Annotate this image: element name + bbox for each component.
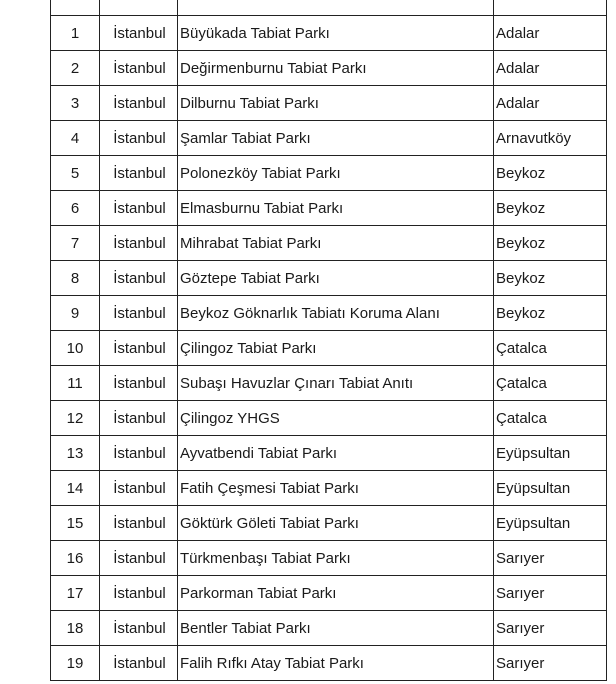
district-cell: Sarıyer <box>494 541 607 576</box>
row-number: 5 <box>51 156 100 191</box>
city-cell: İstanbul <box>100 366 178 401</box>
park-name-cell: Bentler Tabiat Parkı <box>178 611 494 646</box>
nature-parks-table <box>50 0 607 681</box>
header-cell <box>51 0 100 16</box>
row-number: 2 <box>51 51 100 86</box>
table-row <box>51 436 607 471</box>
park-name-cell: Büyükada Tabiat Parkı <box>178 16 494 51</box>
table-row <box>51 226 607 261</box>
city-cell: İstanbul <box>100 401 178 436</box>
row-number: 7 <box>51 226 100 261</box>
park-name-cell: Dilburnu Tabiat Parkı <box>178 86 494 121</box>
city-cell: İstanbul <box>100 646 178 681</box>
table-row <box>51 646 607 681</box>
row-number: 12 <box>51 401 100 436</box>
table-row <box>51 261 607 296</box>
park-name-cell: Parkorman Tabiat Parkı <box>178 576 494 611</box>
city-cell: İstanbul <box>100 156 178 191</box>
district-cell: Çatalca <box>494 331 607 366</box>
row-number: 14 <box>51 471 100 506</box>
district-cell: Beykoz <box>494 261 607 296</box>
city-cell: İstanbul <box>100 51 178 86</box>
park-name-cell: Polonezköy Tabiat Parkı <box>178 156 494 191</box>
table-row <box>51 576 607 611</box>
table-row <box>51 156 607 191</box>
park-name-cell: Çilingoz YHGS <box>178 401 494 436</box>
table-row <box>51 366 607 401</box>
table-header-row-partial <box>51 0 607 16</box>
city-cell: İstanbul <box>100 576 178 611</box>
header-cell <box>178 0 494 16</box>
park-name-cell: Göktürk Göleti Tabiat Parkı <box>178 506 494 541</box>
row-number: 17 <box>51 576 100 611</box>
district-cell: Eyüpsultan <box>494 471 607 506</box>
table-row <box>51 331 607 366</box>
district-cell: Çatalca <box>494 366 607 401</box>
district-cell: Beykoz <box>494 156 607 191</box>
row-number: 8 <box>51 261 100 296</box>
table-row <box>51 296 607 331</box>
row-number: 11 <box>51 366 100 401</box>
park-name-cell: Değirmenburnu Tabiat Parkı <box>178 51 494 86</box>
district-cell: Arnavutköy <box>494 121 607 156</box>
row-number: 13 <box>51 436 100 471</box>
park-name-cell: Mihrabat Tabiat Parkı <box>178 226 494 261</box>
city-cell: İstanbul <box>100 16 178 51</box>
nature-parks-table-container <box>50 0 606 681</box>
table-row <box>51 191 607 226</box>
park-name-cell: Ayvatbendi Tabiat Parkı <box>178 436 494 471</box>
city-cell: İstanbul <box>100 436 178 471</box>
city-cell: İstanbul <box>100 226 178 261</box>
table-row <box>51 51 607 86</box>
city-cell: İstanbul <box>100 296 178 331</box>
park-name-cell: Türkmenbaşı Tabiat Parkı <box>178 541 494 576</box>
row-number: 10 <box>51 331 100 366</box>
park-name-cell: Fatih Çeşmesi Tabiat Parkı <box>178 471 494 506</box>
header-cell <box>100 0 178 16</box>
table-row <box>51 86 607 121</box>
city-cell: İstanbul <box>100 86 178 121</box>
table-row <box>51 506 607 541</box>
city-cell: İstanbul <box>100 261 178 296</box>
city-cell: İstanbul <box>100 191 178 226</box>
district-cell: Adalar <box>494 51 607 86</box>
district-cell: Adalar <box>494 16 607 51</box>
table-row <box>51 121 607 156</box>
table-body <box>51 0 607 681</box>
table-row <box>51 401 607 436</box>
row-number: 19 <box>51 646 100 681</box>
district-cell: Beykoz <box>494 296 607 331</box>
district-cell: Adalar <box>494 86 607 121</box>
city-cell: İstanbul <box>100 471 178 506</box>
district-cell: Çatalca <box>494 401 607 436</box>
table-row <box>51 471 607 506</box>
park-name-cell: Şamlar Tabiat Parkı <box>178 121 494 156</box>
row-number: 9 <box>51 296 100 331</box>
row-number: 4 <box>51 121 100 156</box>
table-row <box>51 541 607 576</box>
city-cell: İstanbul <box>100 506 178 541</box>
row-number: 1 <box>51 16 100 51</box>
city-cell: İstanbul <box>100 121 178 156</box>
row-number: 16 <box>51 541 100 576</box>
city-cell: İstanbul <box>100 611 178 646</box>
district-cell: Sarıyer <box>494 576 607 611</box>
table-row <box>51 611 607 646</box>
row-number: 15 <box>51 506 100 541</box>
park-name-cell: Elmasburnu Tabiat Parkı <box>178 191 494 226</box>
park-name-cell: Falih Rıfkı Atay Tabiat Parkı <box>178 646 494 681</box>
table-row <box>51 16 607 51</box>
row-number: 6 <box>51 191 100 226</box>
district-cell: Beykoz <box>494 226 607 261</box>
row-number: 18 <box>51 611 100 646</box>
park-name-cell: Çilingoz Tabiat Parkı <box>178 331 494 366</box>
row-number: 3 <box>51 86 100 121</box>
district-cell: Beykoz <box>494 191 607 226</box>
park-name-cell: Beykoz Göknarlık Tabiatı Koruma Alanı <box>178 296 494 331</box>
district-cell: Eyüpsultan <box>494 436 607 471</box>
district-cell: Eyüpsultan <box>494 506 607 541</box>
city-cell: İstanbul <box>100 331 178 366</box>
park-name-cell: Göztepe Tabiat Parkı <box>178 261 494 296</box>
header-cell <box>494 0 607 16</box>
district-cell: Sarıyer <box>494 611 607 646</box>
park-name-cell: Subaşı Havuzlar Çınarı Tabiat Anıtı <box>178 366 494 401</box>
city-cell: İstanbul <box>100 541 178 576</box>
district-cell: Sarıyer <box>494 646 607 681</box>
